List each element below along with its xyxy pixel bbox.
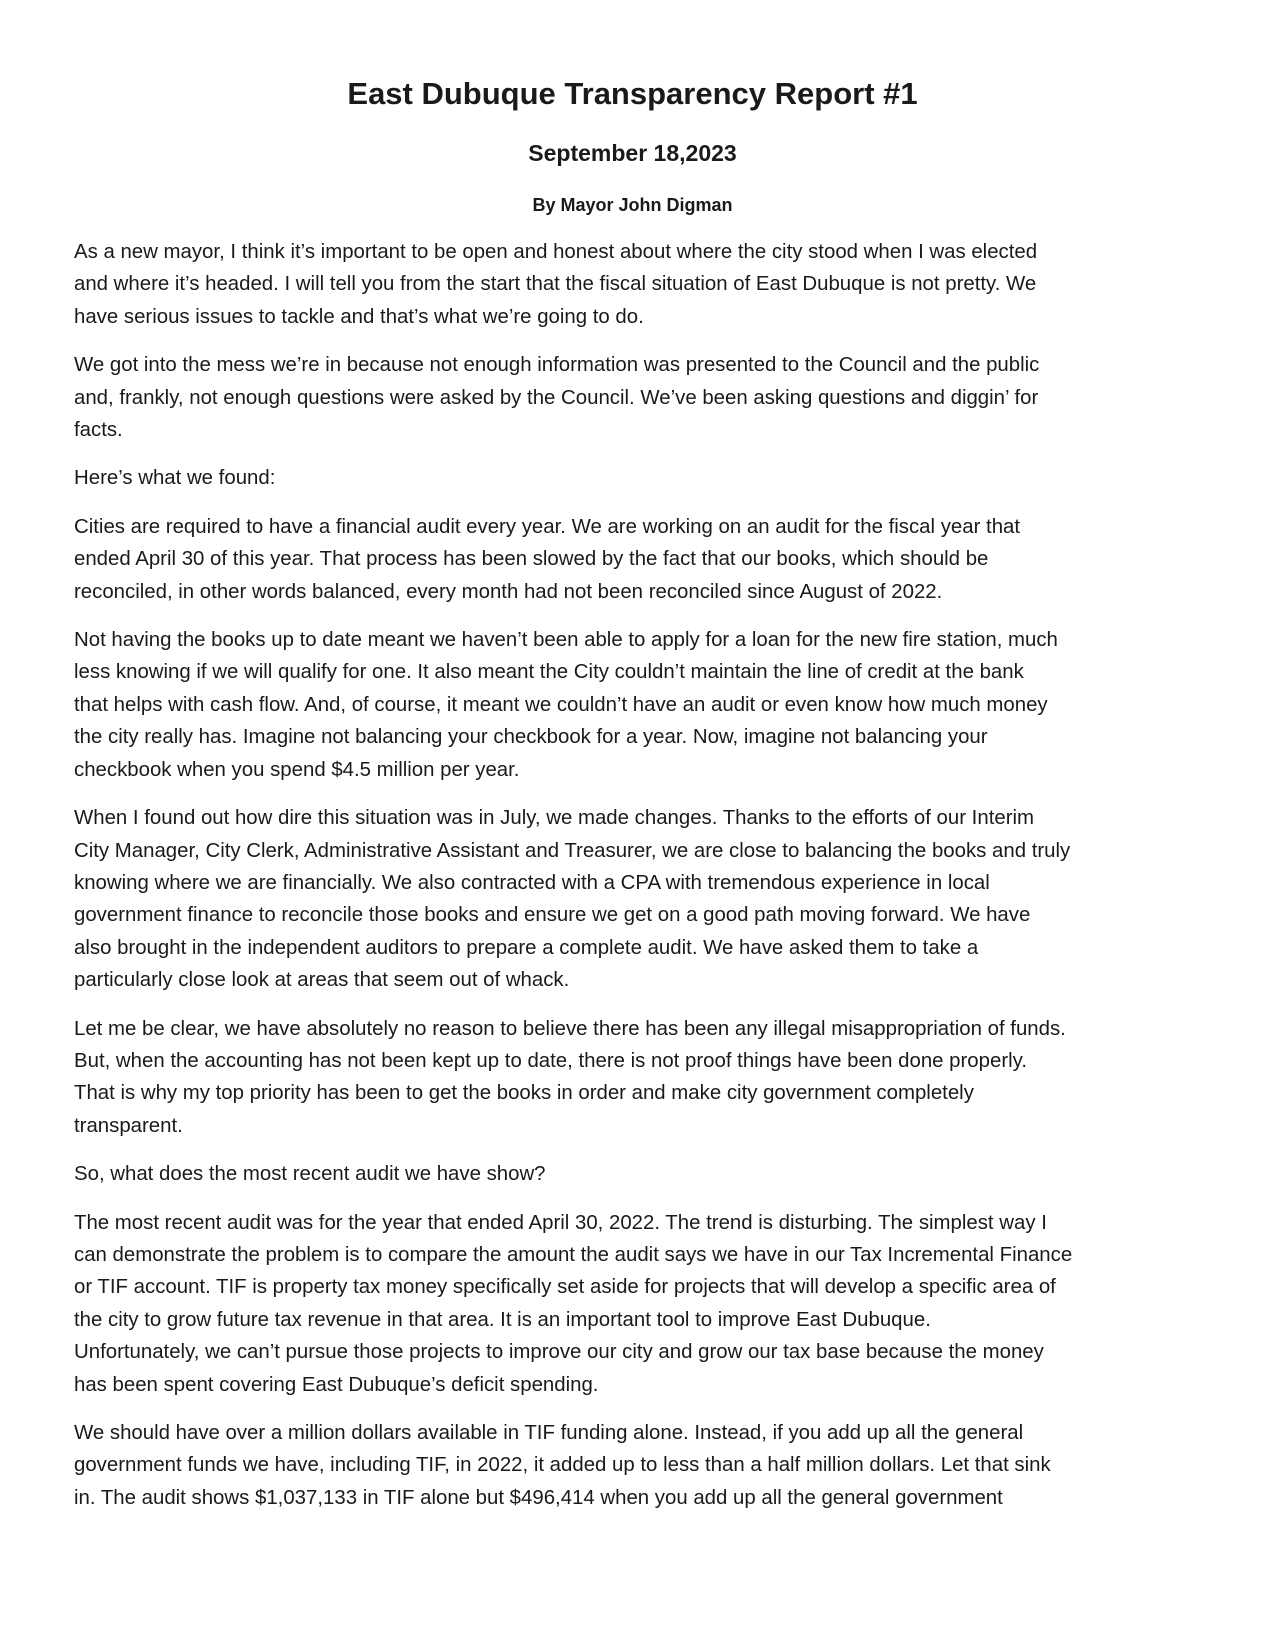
paragraph-line: and, frankly, not enough questions were asked by the Council. We’ve been asking questions and diggin’ for xyxy=(74,386,1039,409)
paragraph-line: checkbook when you spend $4.5 million per year. xyxy=(74,758,520,781)
paragraph-line: less knowing if we will qualify for one. It also meant the City couldn’t maintain the line of credit at the bank xyxy=(74,661,1024,684)
paragraph-line: and where it’s headed. I will tell you from the start that the fiscal situation of East Dubuque is not pretty. We xyxy=(74,273,1037,296)
paragraph-line: ended April 30 of this year. That process has been slowed by the fact that our books, which should be xyxy=(74,548,989,571)
paragraph-line: can demonstrate the problem is to compare the amount the audit says we have in our Tax Incremental Finance xyxy=(74,1243,1073,1266)
paragraph-line: in. The audit shows $1,037,133 in TIF alone but $496,414 when you add up all the general government xyxy=(74,1486,1003,1509)
body-paragraph xyxy=(74,802,1194,996)
paragraph-line: that helps with cash flow. And, of course, it meant we couldn’t have an audit or even know how much money xyxy=(74,693,1048,716)
report-byline: By Mayor John Digman xyxy=(532,195,733,215)
body-paragraph xyxy=(74,511,1194,608)
paragraph-line: The most recent audit was for the year that ended April 30, 2022. The trend is disturbing. The simplest way I xyxy=(74,1211,1047,1234)
paragraph-line: facts. xyxy=(74,419,123,442)
paragraph-line: We got into the mess we’re in because not enough information was presented to the Council and the public xyxy=(74,354,1040,377)
paragraph-line: government finance to reconcile those books and ensure we get on a good path moving forward. We have xyxy=(74,904,1031,927)
paragraph-line: reconciled, in other words balanced, every month had not been reconciled since August of 2022. xyxy=(74,580,943,603)
report-date: September 18,2023 xyxy=(528,140,737,166)
body-paragraph xyxy=(74,1158,1194,1190)
body-paragraph xyxy=(74,349,1194,446)
paragraph-line: transparent. xyxy=(74,1114,183,1137)
body-paragraph xyxy=(74,1207,1194,1401)
paragraph-line: Let me be clear, we have absolutely no reason to believe there has been any illegal misappropriation of funds. xyxy=(74,1017,1066,1040)
paragraph-line: That is why my top priority has been to get the books in order and make city government completely xyxy=(74,1082,974,1105)
paragraph-line: or TIF account. TIF is property tax money specifically set aside for projects that will develop a specific area of xyxy=(74,1276,1056,1299)
body-paragraph xyxy=(74,1417,1194,1514)
paragraph-line: Here’s what we found: xyxy=(74,467,276,490)
paragraph-line: has been spent covering East Dubuque’s deficit spending. xyxy=(74,1373,599,1396)
paragraph-line: also brought in the independent auditors to prepare a complete audit. We have asked them to take a xyxy=(74,936,979,959)
paragraph-line: As a new mayor, I think it’s important to be open and honest about where the city stood when I was elected xyxy=(74,241,1038,263)
paragraph-line: particularly close look at areas that seem out of whack. xyxy=(74,969,570,992)
body-paragraph xyxy=(74,236,1194,333)
body-paragraph xyxy=(74,624,1194,786)
paragraph-line: knowing where we are financially. We also contracted with a CPA with tremendous experience in local xyxy=(74,871,990,894)
body-paragraph xyxy=(74,1013,1194,1143)
paragraph-line: Cities are required to have a financial audit every year. We are working on an audit for the fiscal year that xyxy=(74,515,1021,538)
paragraph-line: When I found out how dire this situation was in July, we made changes. Thanks to the efforts of our Interim xyxy=(74,807,1035,830)
body-paragraph xyxy=(74,462,1194,494)
paragraph-line: But, when the accounting has not been kept up to date, there is not proof things have been done properly. xyxy=(74,1049,1027,1072)
report-body xyxy=(74,236,1194,1530)
paragraph-line: the city to grow future tax revenue in that area. It is an important tool to improve East Dubuque. xyxy=(74,1308,931,1331)
paragraph-line: the city really has. Imagine not balancing your checkbook for a year. Now, imagine not balancing your xyxy=(74,726,988,749)
paragraph-line: We should have over a million dollars available in TIF funding alone. Instead, if you add up all the general xyxy=(74,1422,1024,1444)
paragraph-line: Unfortunately, we can’t pursue those projects to improve our city and grow our tax base because the money xyxy=(74,1341,1044,1364)
report-title: East Dubuque Transparency Report #1 xyxy=(347,76,918,111)
paragraph-line: City Manager, City Clerk, Administrative Assistant and Treasurer, we are close to balancing the books and truly xyxy=(74,839,1071,862)
paragraph-line: So, what does the most recent audit we have show? xyxy=(74,1163,546,1186)
paragraph-line: government funds we have, including TIF, in 2022, it added up to less than a half million dollars. Let that sink xyxy=(74,1454,1051,1477)
paragraph-line: Not having the books up to date meant we haven’t been able to apply for a loan for the new fire station, much xyxy=(74,629,1058,652)
paragraph-line: have serious issues to tackle and that’s what we’re going to do. xyxy=(74,305,644,328)
